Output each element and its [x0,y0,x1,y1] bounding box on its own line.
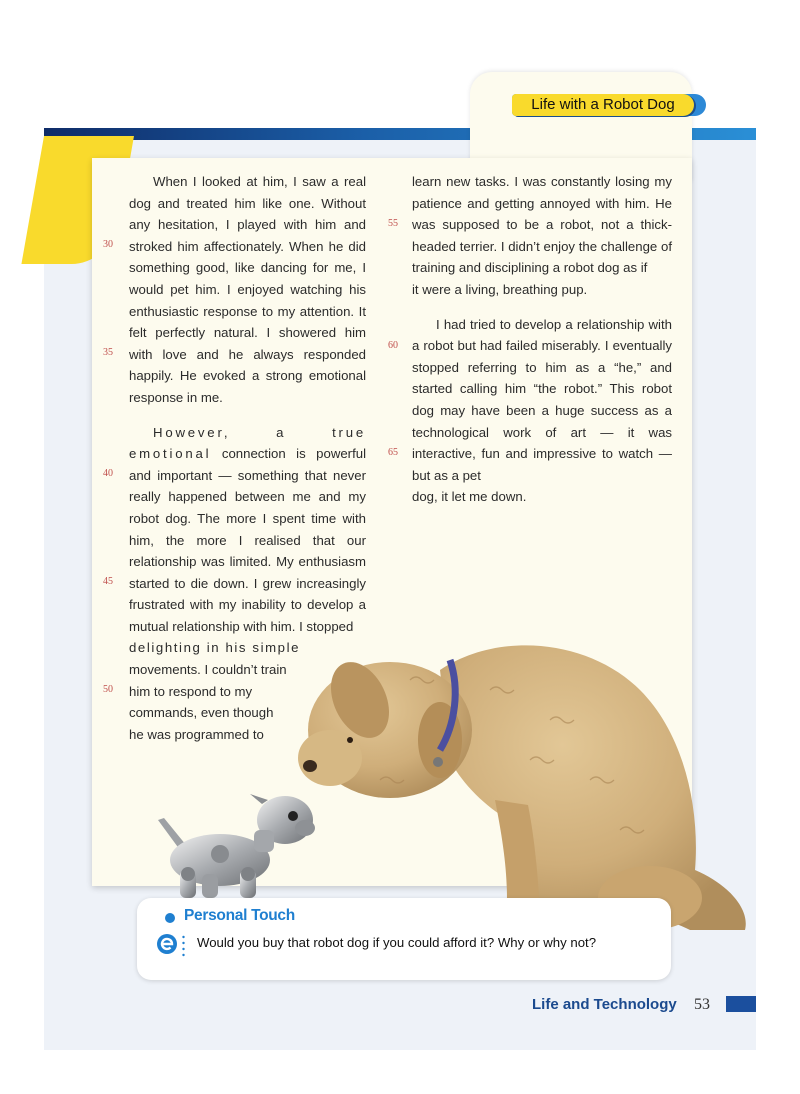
personal-touch-heading: Personal Touch [184,907,295,924]
text-line: delighting in his simple [129,640,301,656]
text-line: technological work of art — it was interactive, [412,424,672,462]
text-line: with my inability to develop a mutual [129,597,366,634]
text-line: more I spent time with him, the more [129,510,366,548]
line-number: 45 [103,576,113,587]
text-line: fun and impressive to watch — but as a pet [412,446,672,483]
text-line: connection is powerful and important — [129,446,366,483]
text-line: dog, it let me down. [412,489,527,505]
footer-bar [726,996,756,1012]
page-number: 53 [694,996,710,1013]
text-line: down. I grew increasingly frustrated [129,575,366,613]
text-line: happily. He evoked a strong emotional [129,368,366,384]
text-line: patience and getting annoyed with him. He [412,195,672,211]
text-line: dog may have been a huge success as a [412,402,672,418]
text-line: learn new tasks. I was constantly losing my [412,174,672,189]
text-line: something that never really happened [129,467,366,505]
personal-touch-question: Would you buy that robot dog if you could afford it? Why or why not? [197,935,597,950]
bullet-dot-icon [165,913,175,923]
page-title: Life with a Robot Dog [512,94,694,116]
text-line: he was programmed to [129,726,264,742]
text-line: enthusiastic response to my attention. [129,303,355,319]
text-line: movements. I couldn’t train [129,662,287,678]
text-line: it were a living, breathing pup. [412,281,588,297]
text-line: limited. My enthusiasm started to die [129,554,366,591]
line-number: 40 [103,468,113,479]
line-number: 30 [103,239,113,250]
text-line: However, a true emotional [129,424,366,462]
text-line: commands, even though [129,705,274,721]
line-number: 50 [103,684,113,695]
text-line: dog and treated him like one. Without [129,195,366,211]
e-badge-icon [157,934,177,954]
text-line: any hesitation, I played with him and [129,217,366,233]
line-number: 55 [388,218,398,229]
text-line: I realised that our relationship was [129,532,366,570]
text-line: him to respond to my [129,683,253,699]
text-line: It felt perfectly natural. I showered him [129,303,366,341]
text-line: between me and my robot dog. The [129,489,366,526]
text-line: a robot but had failed miserably. I eventually [412,338,672,354]
text-line: stopped referring to him as a “he,” and [412,359,672,375]
footer-section-title: Life and Technology [532,996,677,1013]
text-line: was supposed to be a robot, not a thick- [412,217,672,233]
line-number: 60 [388,340,398,351]
line-number: 35 [103,347,113,358]
text-line: of training and disciplining a robot dog as if [412,238,672,276]
text-line: response in me. [129,389,223,405]
title-pill [512,94,706,116]
paragraph [412,314,672,508]
text-line: stroked him affectionately. When he did [129,238,366,254]
text-line: headed terrier. I didn’t enjoy the challenge [412,238,658,254]
text-line: something good, like dancing for me, I [129,260,366,276]
text-line: with love and he always responded [129,346,366,362]
line-number: 65 [388,447,398,458]
text-line: started calling him “the robot.” This robot [412,381,672,397]
text-column-right [412,171,672,508]
text-line: When I looked at him, I saw a real [153,174,366,189]
paragraph [412,171,672,301]
paragraph [129,171,366,409]
text-line: would pet him. I enjoyed watching his [129,281,366,297]
dotted-separator-icon [182,935,185,957]
robot-dog-illustration [150,790,320,898]
text-line: I had tried to develop a relationship with [436,316,672,332]
text-line: relationship with him. I stopped [172,618,354,634]
